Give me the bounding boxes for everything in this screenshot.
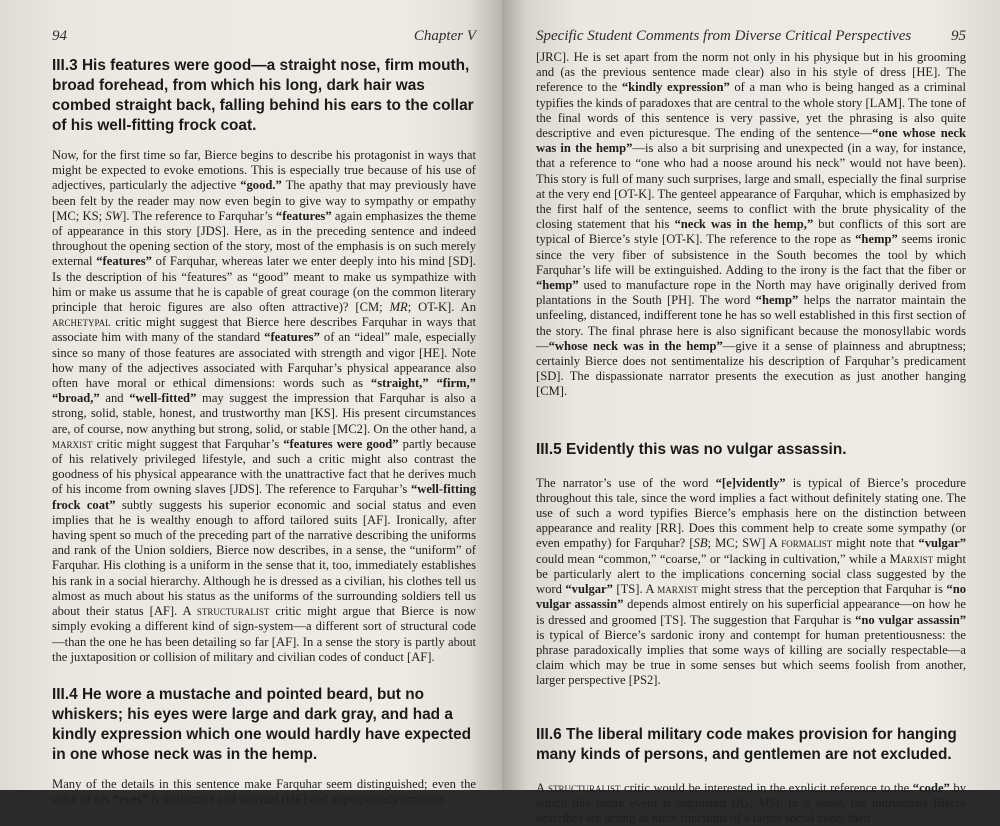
section-heading-III-3: III.3 His features were good—a straight nose, firm mouth, broad forehead, from which his long, dark hair was combed straight back, falling behind his ears to the collar of his well-fitting frock coat. bbox=[52, 57, 474, 134]
right-page bbox=[502, 0, 1000, 825]
left-page bbox=[0, 0, 502, 807]
section-heading-III-5: III.5 Evidently this was no vulgar assassin. bbox=[536, 440, 847, 458]
chapter-title: Chapter V bbox=[413, 28, 476, 44]
section-body-III-6: A structuralist critic would be interested in the explicit reference to the “code” by which this entire event is organized [JG; MS]. In a sense, the individuals Bierce describes are acting as mere functions of a larger social code; their bbox=[536, 780, 966, 825]
section-heading-III-4: III.4 He wore a mustache and pointed beard, but no whiskers; his eyes were large and dark gray, and had a kindly expression which one would hardly have expected in one whose neck was in the hemp. bbox=[52, 685, 472, 763]
page-number: 94 bbox=[52, 28, 67, 44]
section-heading-III-6: III.6 The liberal military code makes provision for hanging many kinds of persons, and gentlemen are not excluded. bbox=[536, 725, 957, 763]
running-title: Specific Student Comments from Diverse Critical Perspectives bbox=[536, 28, 912, 44]
section-body-III-5: The narrator’s use of the word “[e]vidently” is typical of Bierce’s procedure throughout this tale, since the word implies a fact without definitely stating one. The use of such a word typifies Bierce’s emphasis here on the distinction between appearance and reality [RR]. Does this comment help to create some sympathy (or even empathy) for Farquhar? [SB; MC; SW] A formalist might note that “vulgar” could mean “common,” “coarse,” or “lacking in cultivation,” while a Marxist might be particularly alert to the implications concerning social class suggested by the word “vulgar” [TS]. A marxist might stress that the perception that Farquhar is “no vulgar assassin” depends almost entirely on his superficial appearance—on how he is dressed and groomed [TS]. The suggestion that Farquhar is “no vulgar assassin” is typical of Bierce’s sardonic irony and contempt for human pretentiousness: the phrase paradoxically implies that some ways of killing are socially respectable—a claim which may be true in some senses but which seems foolish from another, larger perspective [PS2]. bbox=[536, 475, 967, 688]
continuation-paragraph: [JRC]. He is set apart from the norm not only in his physique but in his grooming and (as the previous sentence made clear) also in his style of dress [HE]. The reference to the “kindly expression” of a man who is being hanged as a criminal typifies the kinds of paradoxes that are central to the whole story [LAM]. The tone of the final words of this sentence is very passive, yet the phrasing is also quite descriptive and even picturesque. The ending of the sentence—“one whose neck was in the hemp”—is also a bit surprising and unexpected (in a way, for instance, that a reference to “one who had a noose around his neck” would not have been). This story is full of many such surprises, large and small, especially the final surprise at the very end [OT-K]. The genteel appearance of Farquhar, which is emphasized by the first half of the sentence, seems to conflict with the brute physicality of the closing statement that his “neck was in the hemp,” but conflicts of this sort are typical of Bierce’s style [OT-K]. The reference to the rope as “hemp” seems ironic since the very fiber of subsistence in the South becomes the tool by which Farquhar’s life will be extinguished. Adding to the irony is the fact that the fiber or “hemp” used to manufacture rope in the North may have originally derived from plantations in the South [PH]. The word “hemp” helps the narrator maintain the unfeeling, distanced, indifferent tone he has so well established in this first section of the story. The final phrase here is also significant because the monosyllabic words—“whose neck was in the hemp”—give it a sense of plainness and abruptness; certainly Bierce does not sentimentalize his description of Farquhar’s predicament [SD]. The dispassionate narrator presents the execution as just another hanging [CM]. bbox=[536, 50, 967, 399]
left-running-head bbox=[52, 26, 476, 46]
page-number: 95 bbox=[951, 28, 966, 44]
section-body-III-3: Now, for the first time so far, Bierce begins to describe his protagonist in ways that might be expected to evoke emotions. This is especially true because of his use of adjectives, particularly the adjective “good.” The apathy that may previously have been felt by the reader may now even begin to give way to sympathy or empathy [MC; KS; SW]. The reference to Farquhar’s “features” again emphasizes the theme of appearance in this story [JDS]. Here, as in the preceding sentence and indeed throughout the opening section of the story, most of the emphasis is on such merely external “features” of Farquhar, whereas later we enter deeply into his mind [SD]. Is the description of his “features” as “good” meant to make us sympathize with him or make us assume that he is capable of great courage (on the common literary principle that heroic figures are also often attractive)? [CM; MR; OT-K]. An archetypal critic might suggest that Bierce here describes Farquhar in ways that associate him with many of the standard “features” of an “ideal” male, especially since so many of those features are associated with strength and vigor [HE]. Note how many of the adjectives associated with Farquhar’s physical appearance also often have moral or ethical dimensions: words such as “straight,” “firm,” “broad,” and “well-fitted” may suggest the impression that Farquhar is also a strong, solid, stable, honest, and trustworthy man [KS]. His present circumstances are, of course, now anything but strong, solid, or stable [MC2]. On the other hand, a marxist critic might suggest that Farquhar’s “features were good” partly because of his relatively privileged lifestyle, and such a critic might also contrast the goodness of his physical appearance with the unattractive fact that he derives much of his income from owning slaves [JDS]. The reference to Farquhar’s “well-fitting frock coat” subtly suggests his superior economic and social status and even implies that he is wealthy enough to afford tailored suits [AF]. Ironically, after having spent so much of the preceding part of the narrative describing the uniforms and rank of the Union soldiers, Bierce now describes, in a sense, the “uniform” of Farquhar. His clothing is a uniform in the sense that it, too, immediately establishes his rank in a social hierarchy. Although he is dressed as a civilian, his clothes tell us almost as much about his status as the uniforms of the surrounding soldiers tell us about their status [AF]. A structuralist critic might argue that Bierce is now simply evoking a different kind of sign-system—a different sort of structural code—than the one he has been detailing so far [AF]. In a sense the story is partly about the juxtaposition or collision of military and civilian codes of conduct [AF]. bbox=[52, 148, 477, 664]
right-running-head bbox=[536, 26, 966, 46]
section-body-III-4: Many of the details in this sentence make Farquhar seem distinguished; even the color of his “eyes” is distinctive and unusual [HE] and appropriately ominous bbox=[52, 776, 476, 807]
